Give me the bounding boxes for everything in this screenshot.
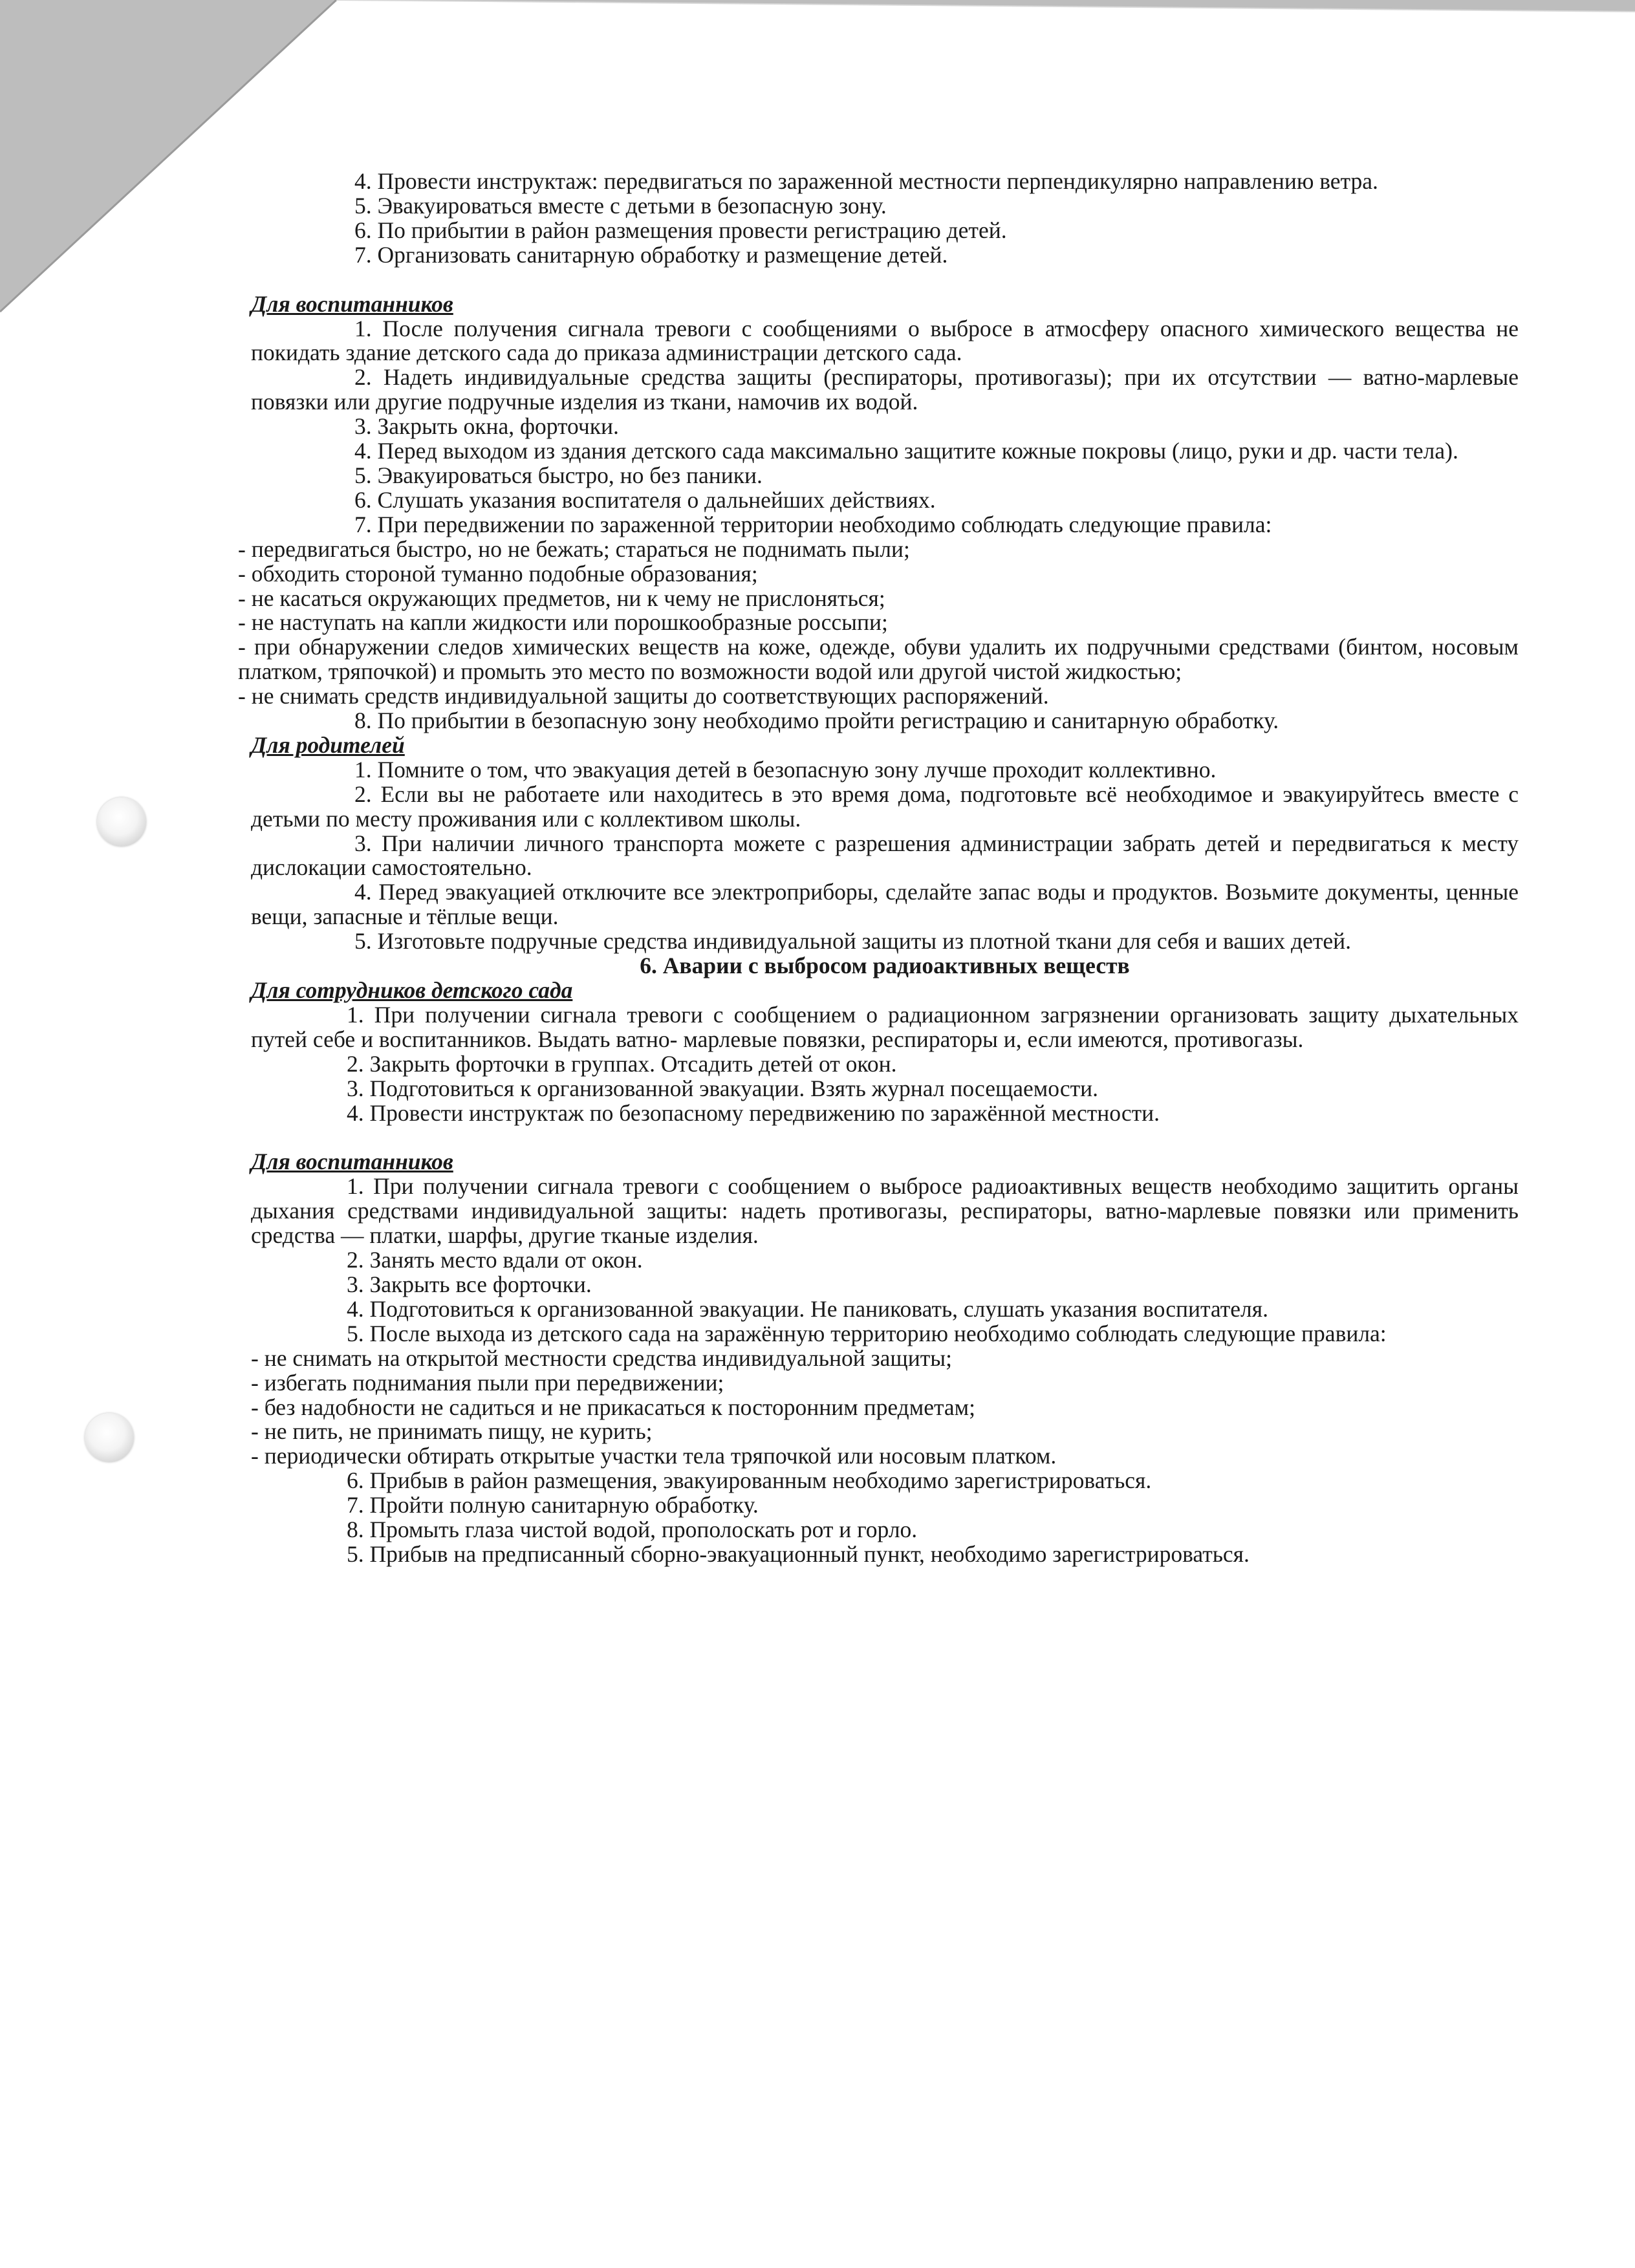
s4-item-3: 3. Подготовиться к организованной эвакуации. Взять журнал посещаемости. [347,1075,1099,1101]
s5-rule-5: - периодически обтирать открытые участки тела тряпочкой или носовым платком. [251,1443,1057,1469]
s5-rule-4: - не пить, не принимать пищу, не курить; [251,1418,653,1445]
s3-item-2: 2. Если вы не работаете или находитесь в это время дома, подготовьте всё необходимое и эвакуируйтесь вместе с детьми по месту проживания или с коллективом школы. [251,781,1519,832]
s5-item-4: 4. Подготовиться к организованной эвакуации. Не паниковать, слушать указания воспитателя. [347,1295,1268,1322]
punch-hole-top [97,797,146,847]
s5-item-8: 8. Промыть глаза чистой водой, прополоскать рот и горло. [347,1517,918,1543]
s2-rule-5: - при обнаружении следов химических веществ на коже, одежде, обуви удалить их подручными средствами (бинтом, носовым платком, тряпочкой) и промыть это место по возможности водой или другой чистой жидкостью; [238,634,1519,685]
s2-item-2: 2. Надеть индивидуальные средства защиты (респираторы, противогазы); при их отсутствии — ватно-марлевые повязки или другие подручные изделия из ткани, намочив их водой. [251,364,1519,415]
s2-item-5: 5. Эвакуироваться быстро, но без паники. [354,462,763,488]
s2-rule-1: - передвигаться быстро, но не бежать; стараться не поднимать пыли; [238,535,910,562]
s2-item-7: 7. При передвижении по зараженной территории необходимо соблюдать следующие правила: [354,511,1272,537]
s4-item-4: 4. Провести инструктаж по безопасному передвижению по заражённой местности. [347,1099,1160,1126]
s2-item-1: 1. После получения сигнала тревоги с сообщениями о выбросе в атмосферу опасного химического вещества не покидать здание детского сада до приказа администрации детского сада. [251,315,1519,366]
s5-rule-3: - без надобности не садиться и не прикасаться к посторонним предметам; [251,1394,975,1420]
s4-item-1: 1. При получении сигнала тревоги с сообщением о радиационном загрязнении организовать защиту дыхательных путей себе и воспитанников. Выдать ватно- марлевые повязки, респираторы и, если имеются, противогазы. [251,1001,1519,1052]
s2-rule-2: - обходить стороной туманно подобные образования; [238,560,758,587]
punch-hole-bottom [85,1413,134,1462]
s3-item-5: 5. Изготовьте подручные средства индивидуальной защиты из плотной ткани для себя и ваших детей. [354,928,1352,955]
s2-rule-6: - не снимать средств индивидуальной защиты до соответствующих распоряжений. [238,683,1049,709]
s5-item-3: 3. Закрыть все форточки. [347,1271,592,1297]
s2-item-4: 4. Перед выходом из здания детского сада максимально защитите кожные покровы (лицо, руки и др. части тела). [354,438,1458,464]
s5-item-9: 5. Прибыв на предписанный сборно-эвакуационный пункт, необходимо зарегистрироваться. [347,1540,1250,1567]
section-heading-staff: Для сотрудников детского сада [251,977,573,1003]
section-heading-parents: Для родителей [251,731,405,758]
s1-item-7: 7. Организовать санитарную обработку и размещение детей. [354,241,948,268]
s5-rule-1: - не снимать на открытой местности средства индивидуальной защиты; [251,1345,952,1371]
section-title-radiation: 6. Аварии с выбросом радиоактивных веществ [640,953,1130,979]
s2-item-6: 6. Слушать указания воспитателя о дальнейших действиях. [354,486,936,513]
s2-item-8: 8. По прибытии в безопасную зону необходимо пройти регистрацию и санитарную обработку. [354,707,1279,734]
s5-item-6: 6. Прибыв в район размещения, эвакуированным необходимо зарегистрироваться. [347,1467,1152,1494]
s4-item-2: 2. Закрыть форточки в группах. Отсадить детей от окон. [347,1050,897,1077]
s3-item-1: 1. Помните о том, что эвакуация детей в безопасную зону лучше проходит коллективно. [354,756,1217,783]
s5-item-7: 7. Пройти полную санитарную обработку. [347,1492,759,1518]
s5-rule-2: - избегать поднимания пыли при передвижении; [251,1369,724,1396]
s2-item-3: 3. Закрыть окна, форточки. [354,413,619,440]
s2-rule-4: - не наступать на капли жидкости или порошкообразные россыпи; [238,609,888,636]
document-body [238,168,1519,1567]
section-heading-pupils-2: Для воспитанников [251,1149,453,1175]
s1-item-6: 6. По прибытии в район размещения провести регистрацию детей. [354,217,1007,243]
section-heading-pupils: Для воспитанников [251,290,453,317]
s3-item-3: 3. При наличии личного транспорта можете с разрешения администрации забрать детей и передвигаться к месту дислокации самостоятельно. [251,830,1519,881]
s5-item-5: 5. После выхода из детского сада на заражённую территорию необходимо соблюдать следующие правила: [347,1320,1387,1346]
s1-item-5: 5. Эвакуироваться вместе с детьми в безопасную зону. [354,192,887,219]
s2-rule-3: - не касаться окружающих предметов, ни к чему не прислоняться; [238,585,885,611]
s3-item-4: 4. Перед эвакуацией отключите все электроприборы, сделайте запас воды и продуктов. Возьмите документы, ценные вещи, запасные и тёплые вещи. [251,879,1519,930]
s5-item-1: 1. При получении сигнала тревоги с сообщением о выбросе радиоактивных веществ необходимо защитить органы дыхания средствами индивидуальной защиты: надеть противогазы, респираторы, ватно-марлевые повязки или применить средства — платки, шарфы, другие тканые изделия. [251,1173,1519,1249]
s5-item-2: 2. Занять место вдали от окон. [347,1247,643,1273]
s1-item-4: 4. Провести инструктаж: передвигаться по зараженной местности перпендикулярно направлению ветра. [354,168,1378,194]
